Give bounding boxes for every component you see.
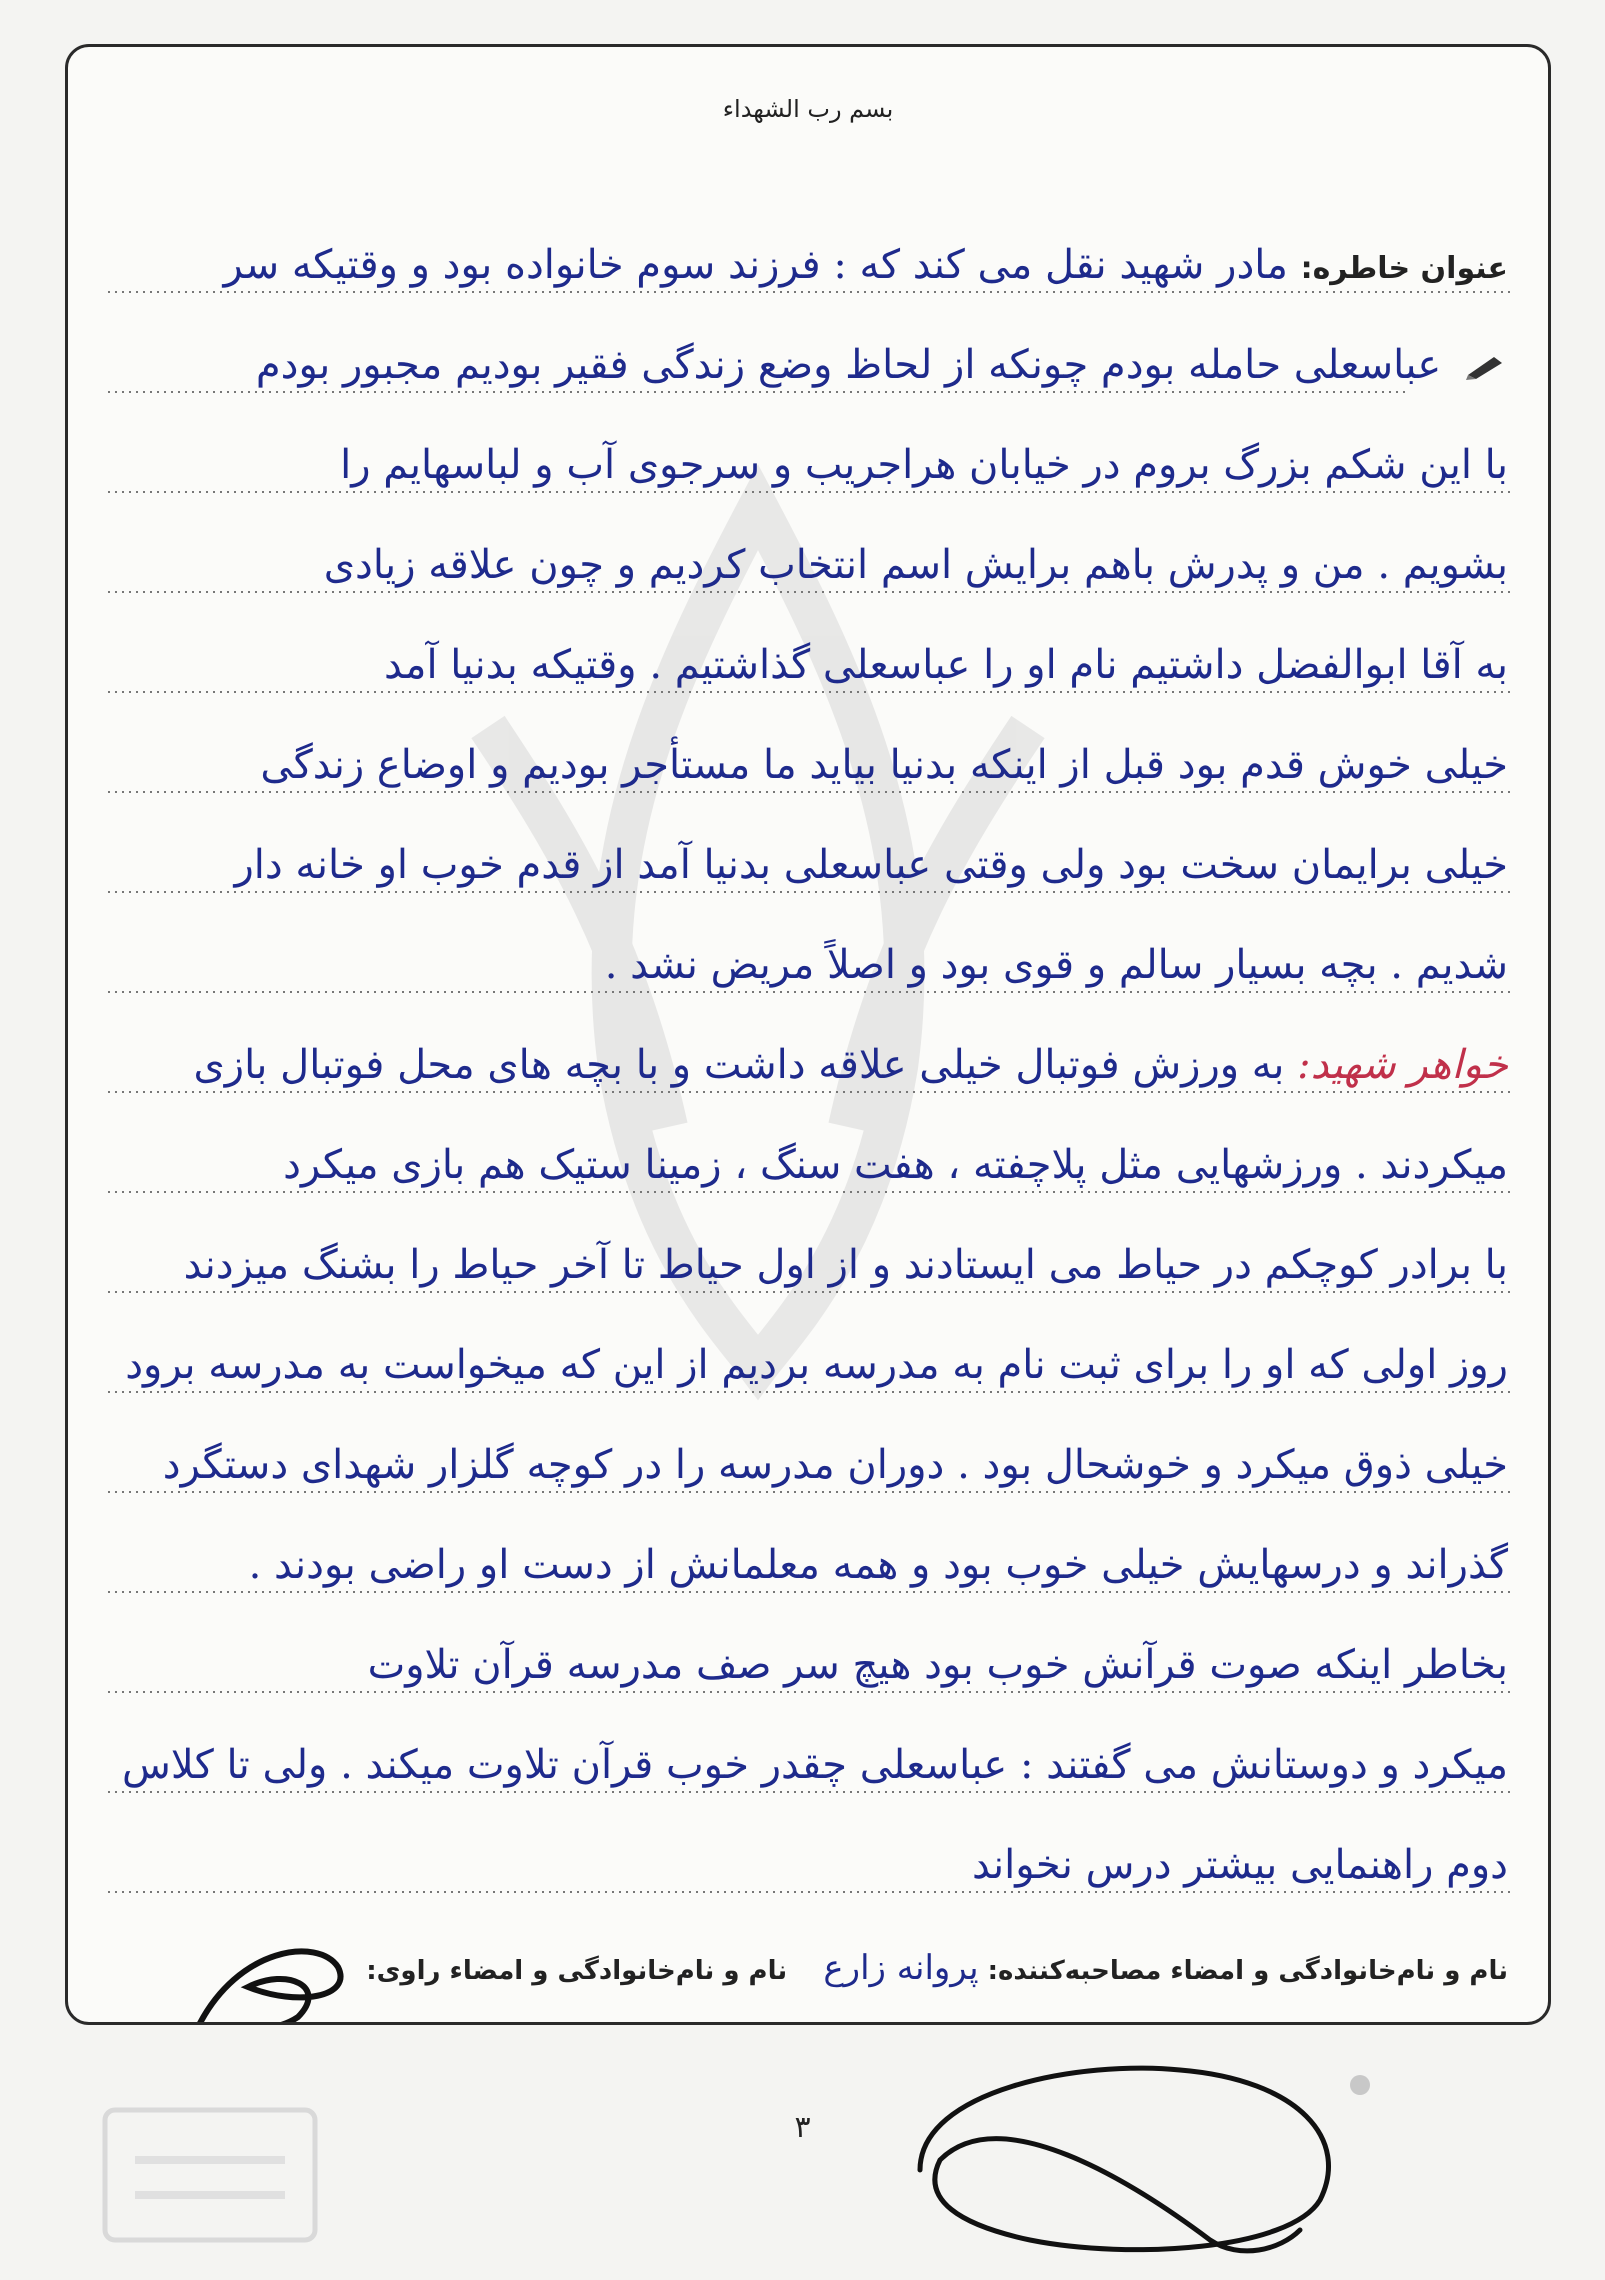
sister-text: دوم راهنمایی بیشتر درس نخواند (972, 1842, 1508, 1888)
sister-line-7 (367, 1642, 1508, 1688)
sister-label: خواهر شهید: (1297, 1042, 1508, 1088)
sister-line-4 (125, 1342, 1508, 1388)
memoir-line-2 (255, 342, 1508, 388)
sister-line-3 (183, 1242, 1508, 1288)
sister-text: روز اولی که او را برای ثبت نام به مدرسه بردیم از این که میخواست به مدرسه برود (125, 1342, 1508, 1388)
sister-text: با برادر کوچکم در حیاط می ایستادند و از اول حیاط تا آخر حیاط را بشنگ میزدند (183, 1242, 1508, 1288)
memoir-line-6 (260, 742, 1508, 788)
narrator-label: نام و نام‌خانوادگی و امضاء راوی: (366, 1956, 788, 1986)
form-sheet (65, 44, 1551, 2025)
signature-row (366, 1948, 1508, 1988)
memoir-text: شدیم . بچه بسیار سالم و قوی بود و اصلاً مریض نشد . (604, 942, 1508, 988)
memoir-line-8 (604, 942, 1508, 988)
memoir-line-5 (384, 642, 1508, 688)
sister-text: گذراند و درسهایش خیلی خوب بود و همه معلمانش از دست او راضی بودند . (248, 1542, 1508, 1588)
sister-line-1 (193, 1042, 1508, 1088)
header-title: بسم رب الشهداء (722, 95, 894, 123)
page-number: ۳ (794, 2110, 811, 2145)
memoir-text: بشویم . من و پدرش باهم برایش اسم انتخاب کردیم و چون علاقه زیادی (323, 542, 1508, 588)
interviewer-label: نام و نام‌خانوادگی و امضاء مصاحبه‌کننده: (987, 1956, 1508, 1986)
pencil-icon (1464, 348, 1508, 388)
memoir-title-label: عنوان خاطره: (1300, 251, 1508, 286)
memoir-line-7 (234, 842, 1508, 888)
memoir-text: مادر شهید نقل می کند که : فرزند سوم خانواده بود و وقتیکه سر (223, 242, 1288, 288)
memoir-line-3 (340, 442, 1508, 488)
memoir-text: با این شکم بزرگ بروم در خیابان هراجریب و سرجوی آب و لباسهایم را (340, 442, 1508, 488)
sister-line-2 (283, 1142, 1508, 1188)
sister-line-6 (248, 1542, 1508, 1588)
memoir-line-1 (223, 242, 1508, 288)
sister-text: خیلی ذوق میکرد و خوشحال بود . دوران مدرسه را در کوچه گلزار شهدای دستگرد (162, 1442, 1508, 1488)
sister-line-5 (162, 1442, 1508, 1488)
memoir-text: خیلی خوش قدم بود قبل از اینکه بدنیا بیاید ما مستأجر بودیم و اوضاع زندگی (260, 742, 1508, 788)
memoir-text: خیلی برایمان سخت بود ولی وقتی عباسعلی بدنیا آمد از قدم خوب او خانه دار (234, 842, 1508, 888)
interviewer-signature (178, 1927, 378, 2025)
memoir-text: به آقا ابوالفضل داشتیم نام او را عباسعلی گذاشتیم . وقتیکه بدنیا آمد (384, 642, 1508, 688)
sister-text: میکردند . ورزشهایی مثل پلاچفته ، هفت سنگ ، زمینا ستیک هم بازی میکرد (283, 1142, 1508, 1188)
sister-text: میکرد و دوستانش می گفتند : عباسعلی چقدر خوب قرآن تلاوت میکند . ولی تا کلاس (122, 1742, 1508, 1788)
memoir-line-4 (323, 542, 1508, 588)
punch-hole-mark (1345, 2065, 1375, 2105)
sister-text: بخاطر اینکه صوت قرآنش خوب بود هیچ سر صف مدرسه قرآن تلاوت (367, 1642, 1508, 1688)
memoir-text: عباسعلی حامله بودم چونکه از لحاظ وضع زندگی فقیر بودیم مجبور بودم (255, 342, 1442, 388)
sister-line-8 (122, 1742, 1508, 1788)
interviewer-name: پروانه زارع (823, 1948, 979, 1988)
sister-text: به ورزش فوتبال خیلی علاقه داشت و با بچه های محل فوتبال بازی (193, 1042, 1285, 1088)
faded-stamp (95, 2100, 325, 2250)
sister-line-9 (972, 1842, 1508, 1888)
narrator-signature (880, 2040, 1380, 2270)
